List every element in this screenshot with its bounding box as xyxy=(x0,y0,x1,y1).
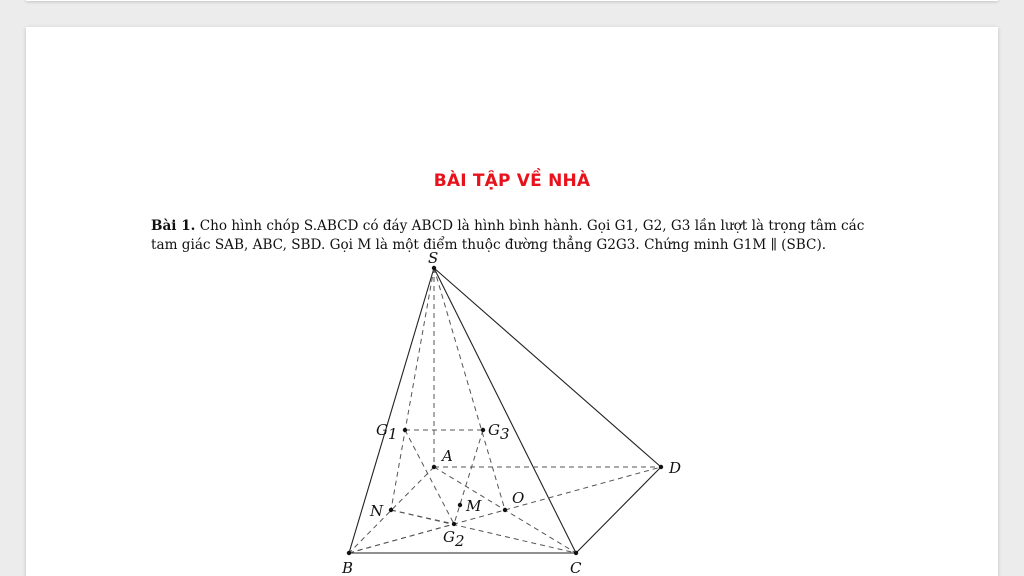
segment-N-G2 xyxy=(391,510,454,524)
point-N xyxy=(389,508,393,512)
label-O: O xyxy=(512,489,525,507)
label-B: B xyxy=(342,559,354,576)
label-G2: G2 xyxy=(443,528,465,550)
point-B xyxy=(347,551,351,555)
point-O xyxy=(503,508,507,512)
point-A xyxy=(432,465,436,469)
label-G3: G3 xyxy=(488,421,510,443)
label-C: C xyxy=(570,559,582,576)
point-G2 xyxy=(452,522,456,526)
problem-label: Bài 1. xyxy=(151,218,196,234)
label-N: N xyxy=(370,502,384,520)
segment-B-G2 xyxy=(349,524,454,553)
edge-SD xyxy=(434,268,661,467)
point-C xyxy=(574,551,578,555)
label-S: S xyxy=(428,249,439,267)
point-M xyxy=(458,503,462,507)
label-A: A xyxy=(442,447,453,465)
segment-G1-G2 xyxy=(405,430,454,524)
point-G3 xyxy=(481,428,485,432)
label-D: D xyxy=(669,459,682,477)
point-D xyxy=(659,465,663,469)
label-G1: G1 xyxy=(376,421,398,443)
edge-CD xyxy=(576,467,661,553)
problem-text: Cho hình chóp S.ABCD có đáy ABCD là hình bình hành. Gọi G1, G2, G3 lần lượt là trọng tâm các tam giác SAB, ABC, SBD. Gọi M là một điểm thuộc đường thẳng G2G3. Chứng minh G1M ∥ (SBC). xyxy=(151,218,865,253)
point-G1 xyxy=(403,428,407,432)
page-title: BÀI TẬP VỀ NHÀ xyxy=(433,171,591,191)
label-M: M xyxy=(466,497,482,515)
